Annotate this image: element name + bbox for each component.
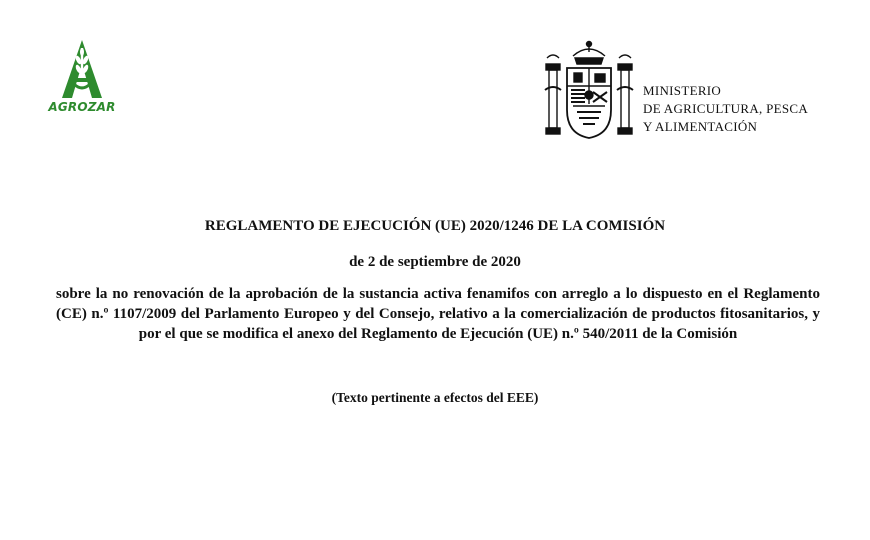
ministry-header — [543, 38, 843, 148]
wheat-a-logo-icon — [60, 38, 104, 100]
regulation-title: REGLAMENTO DE EJECUCIÓN (UE) 2020/1246 DE LA COMISIÓN — [204, 218, 666, 234]
spain-coat-of-arms-icon — [543, 38, 635, 144]
agrozar-wordmark: AGROZAR — [48, 100, 116, 114]
eea-relevance-note: (Texto pertinente a efectos del EEE) — [331, 390, 539, 405]
ministry-line-3: Y ALIMENTACIÓN — [643, 119, 758, 134]
ministry-line-2: DE AGRICULTURA, PESCA — [643, 101, 809, 116]
agrozar-logo — [46, 38, 118, 118]
ministry-name — [643, 82, 808, 136]
regulation-subject: sobre la no renovación de la aprobación de la sustancia activa fenamifos con arreglo a lo dispuesto en el Reglamento (CE) n.º 1107/2009 del Parlamento Europeo y del Consejo, relativo a la comercialización de productos fitosanitarios, y por el que se modifica el anexo del Reglamento de Ejecución (UE) n.º 540/2011 de la Comisión — [56, 286, 820, 342]
ministry-line-1: MINISTERIO — [643, 83, 722, 98]
regulation-date: de 2 de septiembre de 2020 — [349, 254, 521, 270]
